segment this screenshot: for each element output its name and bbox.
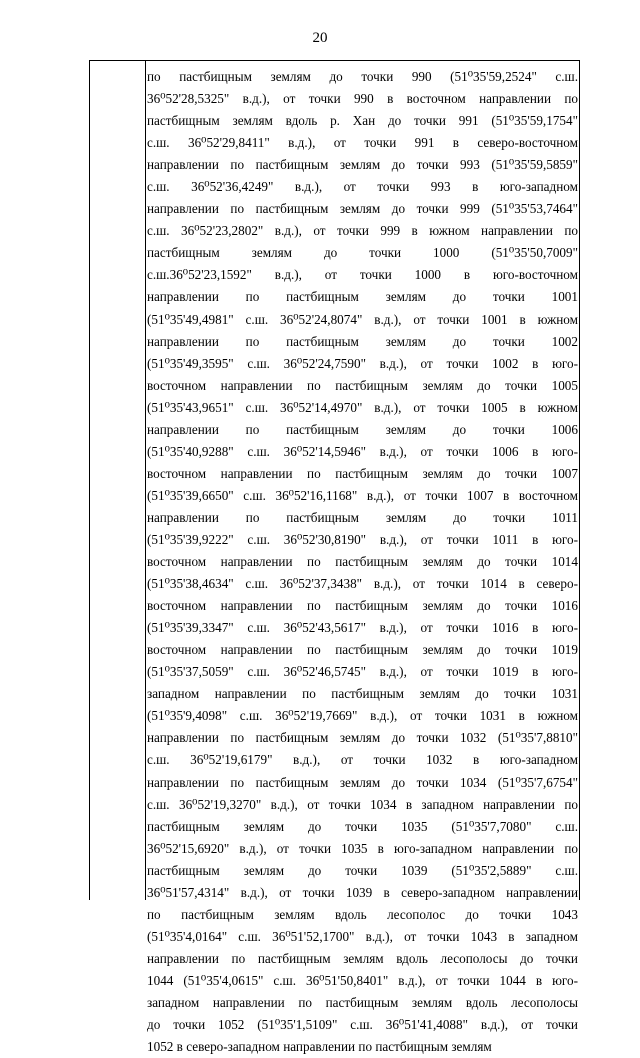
text-line: западном направлении по пастбищным землям вдоль лесополосы xyxy=(147,994,578,1010)
text-line: с.ш. 36⁰52'29,8411" в.д.), от точки 991 в северо-восточном xyxy=(147,135,578,151)
page-number: 20 xyxy=(312,30,328,46)
text-line: (51⁰35'43,9651" с.ш. 36⁰52'14,4970" в.д.), от точки 1005 в южном xyxy=(147,399,578,415)
text-line: пастбищным землям вдоль р. Хан до точки 991 (51⁰35'59,1754" xyxy=(147,113,578,129)
text-line: (51⁰35'40,9288" с.ш. 36⁰52'14,5946" в.д.), от точки 1006 в юго- xyxy=(147,443,578,459)
text-line: с.ш. 36⁰52'36,4249" в.д.), от точки 993 в юго-западном xyxy=(147,179,578,195)
text-line: пастбищным землям до точки 1035 (51⁰35'7,7080" с.ш. xyxy=(147,818,578,834)
text-line: восточном направлении по пастбищным землям до точки 1016 xyxy=(147,598,578,614)
text-line: до точки 1052 (51⁰35'1,5109" с.ш. 36⁰51'41,4088" в.д.), от точки xyxy=(147,1017,578,1033)
text-line: восточном направлении по пастбищным землям до точки 1005 xyxy=(147,377,578,393)
text-line: направлении по пастбищным землям до точки 1002 xyxy=(147,333,578,349)
text-line: направлении по пастбищным землям до точки 1034 (51⁰35'7,6754" xyxy=(147,774,578,790)
text-line: направлении по пастбищным землям до точки 1032 (51⁰35'7,8810" xyxy=(147,730,578,746)
text-line: 36⁰52'28,5325" в.д.), от точки 990 в восточном направлении по xyxy=(147,91,578,107)
text-line: направлении по пастбищным землям до точки 1001 xyxy=(147,289,578,305)
text-line: с.ш.36⁰52'23,1592" в.д.), от точки 1000 в юго-восточном xyxy=(147,267,578,283)
text-line: восточном направлении по пастбищным землям до точки 1007 xyxy=(147,465,578,481)
text-line: восточном направлении по пастбищным землям до точки 1014 xyxy=(147,554,578,570)
text-line: (51⁰35'39,6650" с.ш. 36⁰52'16,1168" в.д.), от точки 1007 в восточном xyxy=(147,487,578,503)
text-line: 36⁰51'57,4314" в.д.), от точки 1039 в северо-западном направлении xyxy=(147,884,578,900)
text-line: направлении по пастбищным землям до точки 1006 xyxy=(147,421,578,437)
text-line: (51⁰35'37,5059" с.ш. 36⁰52'46,5745" в.д.), от точки 1019 в юго- xyxy=(147,664,578,680)
text-line: 1044 (51⁰35'4,0615" с.ш. 36⁰51'50,8401" в.д.), от точки 1044 в юго- xyxy=(147,972,578,988)
text-line: направлении по пастбищным землям вдоль лесополосы до точки xyxy=(147,950,578,966)
text-line: западном направлении по пастбищным землям до точки 1031 xyxy=(147,686,578,702)
boundary-description-cell xyxy=(147,66,578,1058)
text-line: (51⁰35'39,9222" с.ш. 36⁰52'30,8190" в.д.), от точки 1011 в юго- xyxy=(147,531,578,547)
text-line: пастбищным землям до точки 1000 (51⁰35'50,7009" xyxy=(147,245,578,261)
text-line: (51⁰35'4,0164" с.ш. 36⁰51'52,1700" в.д.), от точки 1043 в западном xyxy=(147,928,578,944)
text-line: (51⁰35'9,4098" с.ш. 36⁰52'19,7669" в.д.), от точки 1031 в южном xyxy=(147,708,578,724)
column-divider xyxy=(145,61,146,900)
text-line: (51⁰35'49,4981" с.ш. 36⁰52'24,8074" в.д.), от точки 1001 в южном xyxy=(147,311,578,327)
text-line: направлении по пастбищным землям до точки 1011 xyxy=(147,509,578,525)
text-line: (51⁰35'39,3347" с.ш. 36⁰52'43,5617" в.д.), от точки 1016 в юго- xyxy=(147,620,578,636)
text-line: по пастбищным землям вдоль лесополос до точки 1043 xyxy=(147,906,578,922)
text-line: (51⁰35'38,4634" с.ш. 36⁰52'37,3438" в.д.), от точки 1014 в северо- xyxy=(147,576,578,592)
text-line: с.ш. 36⁰52'19,3270" в.д.), от точки 1034 в западном направлении по xyxy=(147,796,578,812)
text-line: направлении по пастбищным землям до точки 999 (51⁰35'53,7464" xyxy=(147,201,578,217)
text-line: направлении по пастбищным землям до точки 993 (51⁰35'59,5859" xyxy=(147,157,578,173)
text-line: по пастбищным землям до точки 990 (51⁰35'59,2524" с.ш. xyxy=(147,69,578,84)
document-table xyxy=(89,60,580,1055)
text-line: пастбищным землям до точки 1039 (51⁰35'2,5889" с.ш. xyxy=(147,862,578,878)
text-line: (51⁰35'49,3595" с.ш. 36⁰52'24,7590" в.д.), от точки 1002 в юго- xyxy=(147,355,578,371)
text-line: с.ш. 36⁰52'23,2802" в.д.), от точки 999 в южном направлении по xyxy=(147,223,578,239)
text-line: с.ш. 36⁰52'19,6179" в.д.), от точки 1032 в юго-западном xyxy=(147,752,578,768)
text-line: 1052 в северо-западном направлении по пастбищным землям xyxy=(147,1039,492,1055)
text-line: 36⁰52'15,6920" в.д.), от точки 1035 в юго-западном направлении по xyxy=(147,840,578,856)
text-line: восточном направлении по пастбищным землям до точки 1019 xyxy=(147,642,578,658)
